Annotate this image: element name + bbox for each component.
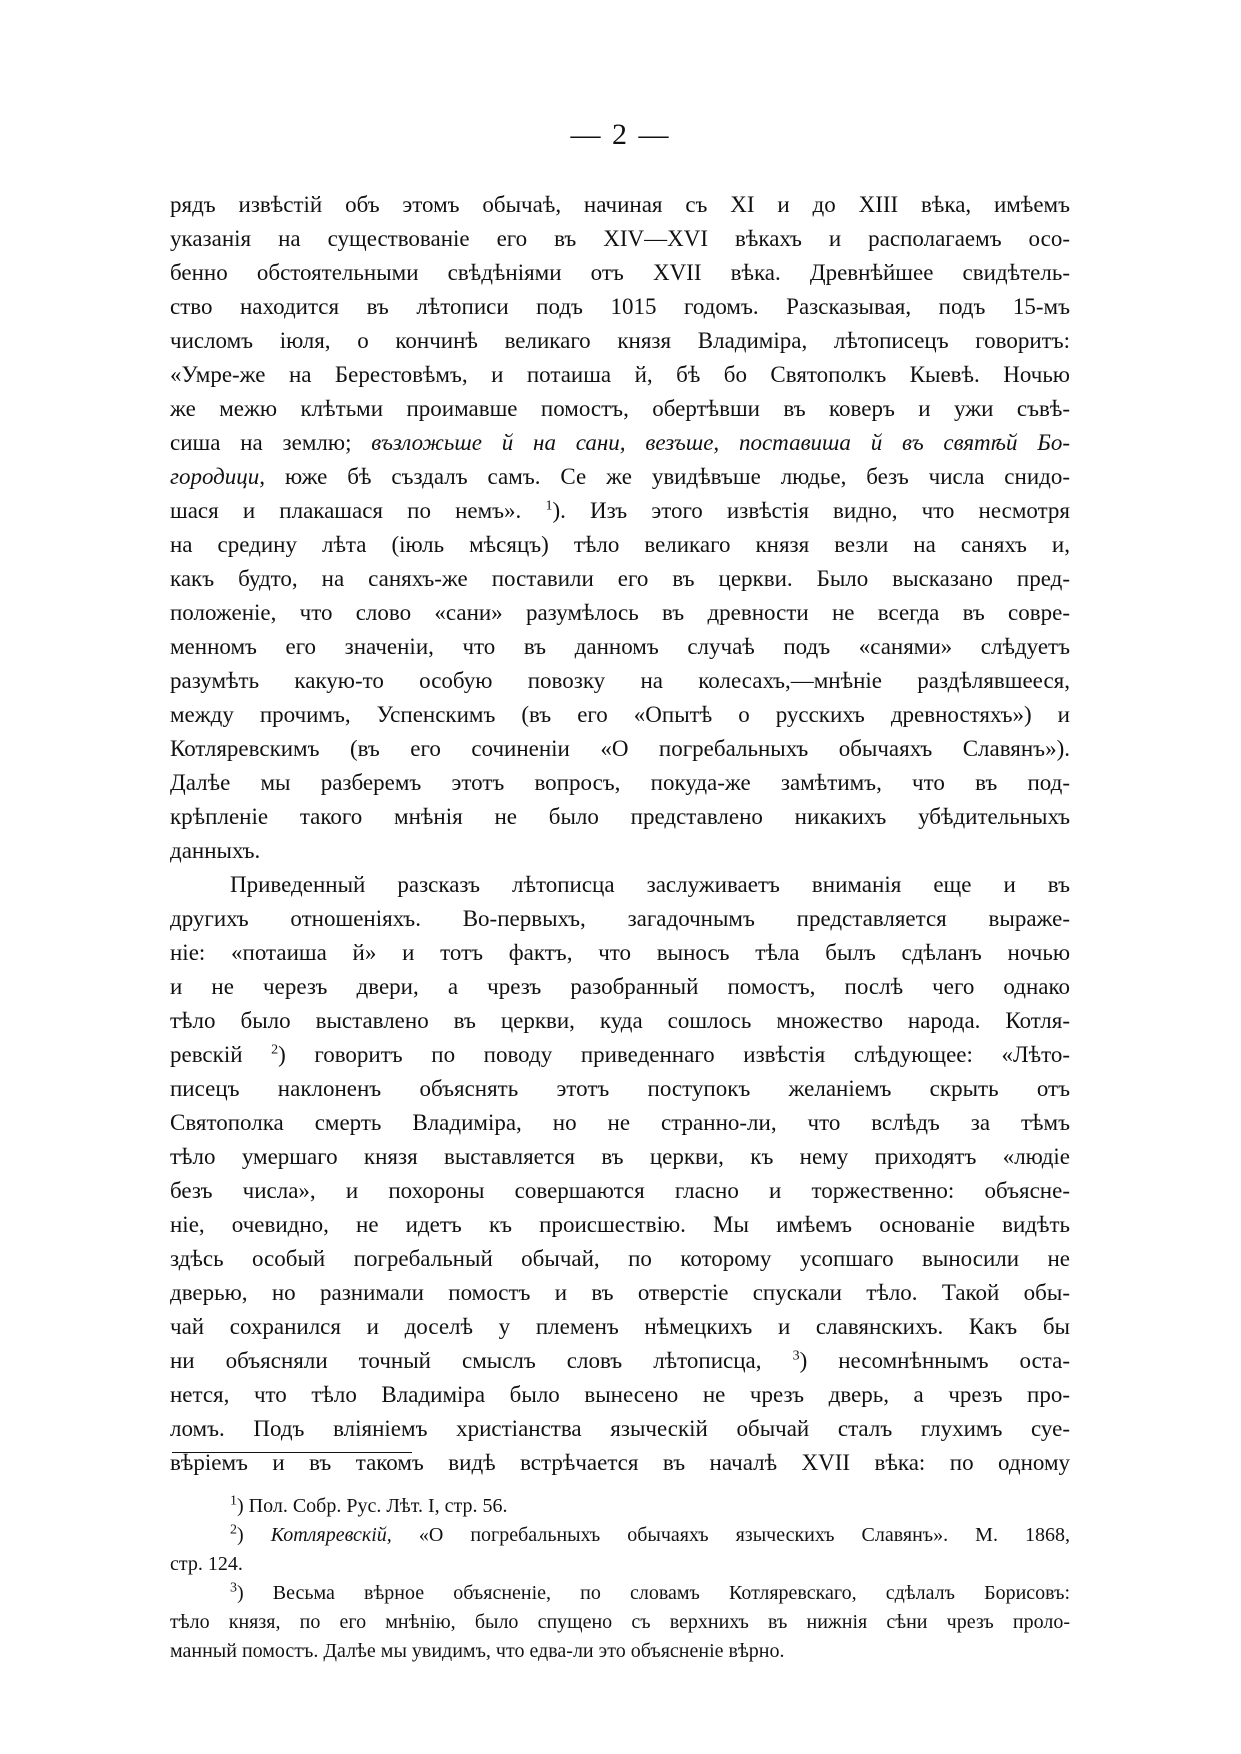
footnote-author: Котляревскій,: [270, 1524, 392, 1546]
plain-text: ревскій: [170, 1042, 272, 1067]
text-line: [170, 1038, 1070, 1072]
footnote-3-cont: манный помостъ. Далѣе мы увидимъ, что едва-ли это объясненіе вѣрно.: [170, 1640, 785, 1662]
text-line: вѣріемъ и въ такомъ видѣ встрѣчается въ началѣ XVII вѣка: по одному: [170, 1450, 1070, 1475]
footnote-1: [170, 1492, 1070, 1521]
text-line: ніе, очевидно, не идетъ къ происшествію. Мы имѣемъ основаніе видѣть: [170, 1212, 1070, 1237]
text-line: «Умре-же на Берестовѣмъ, и потаиша й, бѣ бо Святополкъ Кыевѣ. Ночью: [170, 362, 1070, 387]
text-line: писецъ наклоненъ объяснять этотъ поступокъ желаніемъ скрыть отъ: [170, 1076, 1070, 1101]
footnote-ref-2[interactable]: 2: [271, 1042, 279, 1058]
plain-text: ) несомнѣннымъ оста-: [799, 1348, 1070, 1373]
text-line: [170, 460, 1070, 494]
text-line: указанія на существованіе его въ XIV—XVI вѣкахъ и располагаемъ осо-: [170, 226, 1070, 251]
text-line: числомъ іюля, о кончинѣ великаго князя Владиміра, лѣтописецъ говоритъ:: [170, 328, 1070, 353]
text-line: [170, 494, 1070, 528]
text-line: ломъ. Подъ вліяніемъ христіанства языческій обычай сталъ глухимъ суе-: [170, 1416, 1070, 1441]
text-line: и не черезъ двери, а чрезъ разобранный помостъ, послѣ чего однако: [170, 974, 1070, 999]
text-line: тѣло было выставлено въ церкви, куда сошлось множество народа. Котля-: [170, 1008, 1070, 1033]
text-line: ніе: «потаиша й» и тотъ фактъ, что выносъ тѣла былъ сдѣланъ ночью: [170, 940, 1070, 965]
plain-text: юже бѣ създалъ самъ. Се же увидѣвъше людье, безъ числа снидо-: [265, 464, 1070, 489]
footnotes: [170, 1492, 1070, 1666]
text-line: бенно обстоятельными свѣдѣніями отъ XVII вѣка. Древнѣйшее свидѣтель-: [170, 260, 1070, 285]
text-line: другихъ отношеніяхъ. Во-первыхъ, загадочнымъ представляется выраже-: [170, 906, 1070, 931]
text-line: тѣло умершаго князя выставляется въ церкви, къ нему приходятъ «людіе: [170, 1144, 1070, 1169]
italic-quote: възложьше й на сани, везъше, поставиша й въ святѣй Бо-: [371, 430, 1070, 455]
plain-text: ) говоритъ по поводу приведеннаго извѣстія слѣдующее: «Лѣто-: [278, 1042, 1070, 1067]
text-line: Приведенный разсказъ лѣтописца заслуживаетъ вниманія еще и въ: [230, 872, 1070, 897]
text-line: дверью, но разнимали помостъ и въ отверстіе спускали тѣло. Такой обы-: [170, 1280, 1070, 1305]
italic-quote: городици,: [170, 464, 266, 489]
text-line: крѣпленіе такого мнѣнія не было представлено никакихъ убѣдительныхъ: [170, 804, 1070, 829]
footnote-text: «О погребальныхъ обычаяхъ языческихъ Славянъ». М. 1868,: [391, 1524, 1070, 1546]
plain-text: шася и плакашася по немъ».: [170, 498, 522, 523]
plain-text: сиша на землю;: [170, 430, 372, 455]
footnote-mark: 3: [230, 1580, 237, 1596]
footnote-2-cont: стр. 124.: [170, 1553, 243, 1575]
text-line: Святополка смерть Владиміра, но не странно-ли, что вслѣдъ за тѣмъ: [170, 1110, 1070, 1135]
footnote-3-cont: тѣло князя, по его мнѣнію, было спущено съ верхнихъ въ нижнія сѣни чрезъ проло-: [170, 1611, 1070, 1633]
page-number: — 2 —: [570, 118, 671, 151]
footnote-divider: [172, 1452, 412, 1453]
plain-text: ни объясняли точный смыслъ словъ лѣтописца,: [170, 1348, 793, 1373]
text-line: [170, 1344, 1070, 1378]
text-line: чай сохранился и доселѣ у племенъ нѣмецкихъ и славянскихъ. Какъ бы: [170, 1314, 1070, 1339]
footnote-text: ) Весьма вѣрное объясненіе, по словамъ Котляревскаго, сдѣлалъ Борисовъ:: [237, 1582, 1070, 1604]
text-line: между прочимъ, Успенскимъ (въ его «Опытѣ о русскихъ древностяхъ») и: [170, 702, 1070, 727]
text-line: безъ числа», и похороны совершаются гласно и торжественно: объясне-: [170, 1178, 1070, 1203]
text-line: на средину лѣта (іюль мѣсяцъ) тѣло великаго князя везли на саняхъ и,: [170, 532, 1070, 557]
footnote-3: [170, 1579, 1070, 1608]
main-text: [170, 188, 1070, 1480]
text-line: Котляревскимъ (въ его сочиненіи «О погребальныхъ обычаяхъ Славянъ»).: [170, 736, 1070, 761]
footnote-mark: 2: [230, 1522, 237, 1538]
text-line: рядъ извѣстій объ этомъ обычаѣ, начиная съ XI и до XIII вѣка, имѣемъ: [170, 192, 1070, 217]
footnote-ref-1[interactable]: 1: [545, 498, 553, 514]
footnote-mark: 1: [230, 1493, 237, 1509]
text-line: [170, 426, 1070, 460]
text-line: здѣсь особый погребальный обычай, по которому усопшаго выносили не: [170, 1246, 1070, 1271]
text-line: положеніе, что слово «сани» разумѣлось въ древности не всегда въ совре-: [170, 600, 1070, 625]
text-line: ство находится въ лѣтописи подъ 1015 годомъ. Разсказывая, подъ 15-мъ: [170, 294, 1070, 319]
text-line: менномъ его значеніи, что въ данномъ случаѣ подъ «санями» слѣдуетъ: [170, 634, 1070, 659]
text-line: какъ будто, на саняхъ-же поставили его въ церкви. Было высказано пред-: [170, 566, 1070, 591]
footnote-text: ) Пол. Собр. Рус. Лѣт. I, стр. 56.: [237, 1495, 508, 1517]
text-line: данныхъ.: [170, 838, 261, 863]
footnote-2: $^2$) Котляревскій, «О погребальныхъ обычаяхъ языческихъ Славянъ». М. 1868,: [230, 1522, 1070, 1546]
plain-text: ). Изъ этого извѣстія видно, что несмотря: [552, 498, 1071, 523]
text-line: Далѣе мы разберемъ этотъ вопросъ, покуда-же замѣтимъ, что въ под-: [170, 770, 1070, 795]
text-line: нется, что тѣло Владиміра было вынесено не чрезъ дверь, а чрезъ про-: [170, 1382, 1070, 1407]
footnote-ref-3[interactable]: 3: [792, 1348, 800, 1364]
text-line: разумѣть какую-то особую повозку на колесахъ,—мнѣніе раздѣлявшееся,: [170, 668, 1070, 693]
text-line: же межю клѣтьми проимавше помостъ, обертѣвши въ коверъ и ужи съвѣ-: [170, 396, 1070, 421]
